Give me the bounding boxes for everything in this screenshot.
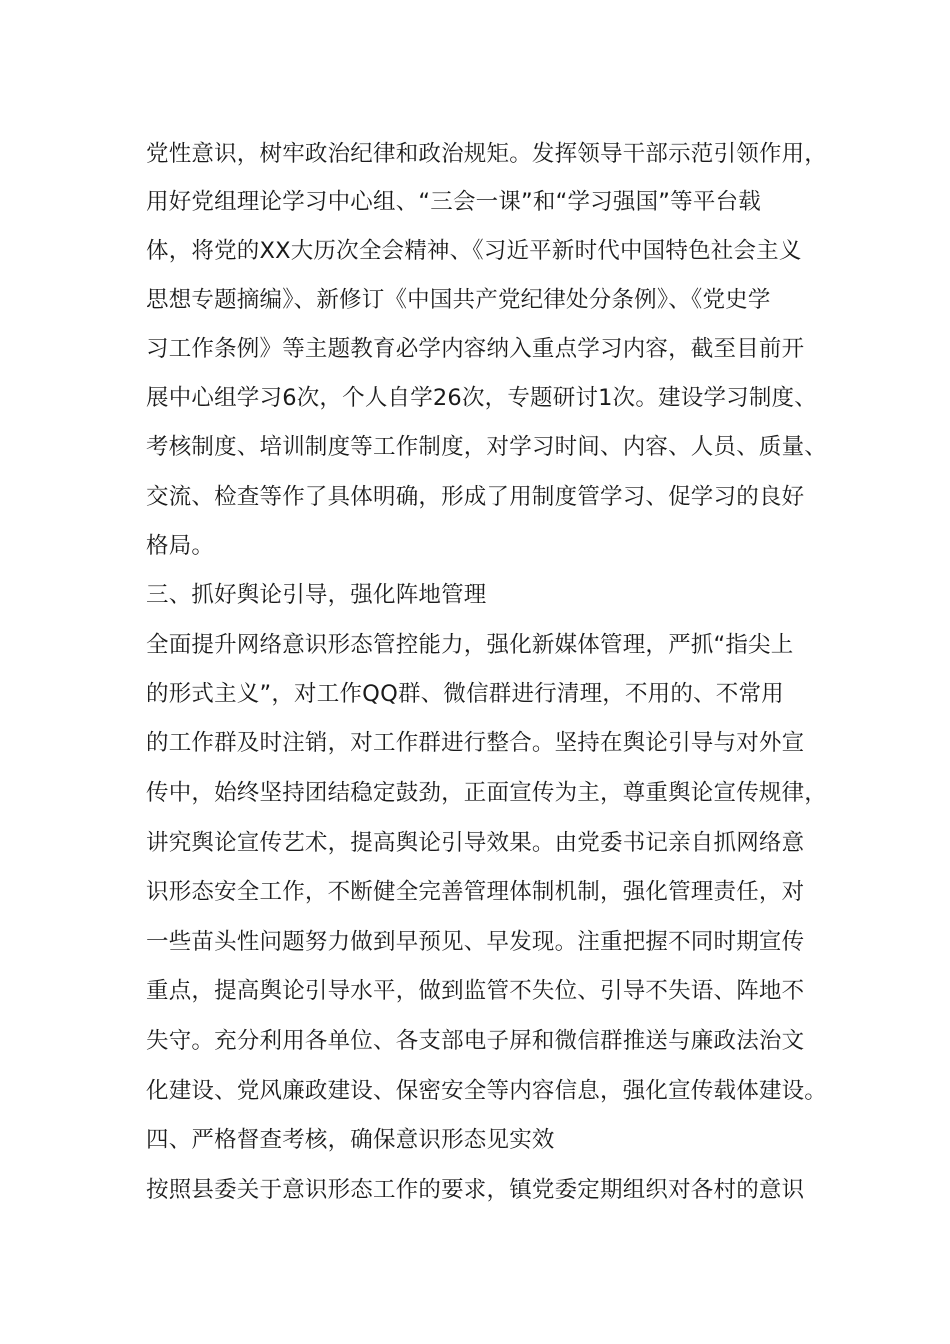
body-line: 思想专题摘编》、新修订《中国共产党纪律处分条例》、《党史学 <box>146 287 771 313</box>
body-line: 的形式主义”，对工作QQ群、微信群进行清理，不用的、不常用 <box>146 681 784 707</box>
body-line: 展中心组学习6次，个人自学26次，专题研讨1次。建设学习制度、 <box>146 385 817 411</box>
body-line: 的工作群及时注销，对工作群进行整合。坚持在舆论引导与对外宣 <box>146 730 805 756</box>
body-line: 化建设、党风廉政建设、保密安全等内容信息，强化宣传载体建设。 <box>146 1078 828 1104</box>
body-line: 传中，始终坚持团结稳定鼓劲，正面宣传为主，尊重舆论宣传规律， <box>146 780 828 806</box>
body-line: 交流、检查等作了具体明确，形成了用制度管学习、促学习的良好 <box>146 484 805 510</box>
body-line: 党性意识，树牢政治纪律和政治规矩。发挥领导干部示范引领作用， <box>146 141 828 167</box>
body-line: 重点，提高舆论引导水平，做到监管不失位、引导不失语、阵地不 <box>146 978 805 1004</box>
body-line: 用好党组理论学习中心组、“三会一课”和“学习强国”等平台载 <box>146 189 761 215</box>
body-line: 全面提升网络意识形态管控能力，强化新媒体管理，严抓“指尖上 <box>146 632 794 658</box>
body-line: 一些苗头性问题努力做到早预见、早发现。注重把握不同时期宣传 <box>146 929 805 955</box>
body-line: 格局。 <box>146 533 215 559</box>
body-line: 讲究舆论宣传艺术，提高舆论引导效果。由党委书记亲自抓网络意 <box>146 830 805 856</box>
section-heading: 四、严格督查考核，确保意识形态见实效 <box>146 1127 555 1153</box>
body-line: 习工作条例》等主题教育必学内容纳入重点学习内容，截至目前开 <box>146 336 805 362</box>
body-line: 按照县委关于意识形态工作的要求，镇党委定期组织对各村的意识 <box>146 1177 805 1203</box>
body-line: 体，将党的XX大历次全会精神、《习近平新时代中国特色社会主义 <box>146 238 802 264</box>
body-line: 失守。充分利用各单位、各支部电子屏和微信群推送与廉政法治文 <box>146 1028 805 1054</box>
section-heading: 三、抓好舆论引导，强化阵地管理 <box>146 582 487 608</box>
body-line: 识形态安全工作，不断健全完善管理体制机制，强化管理责任，对 <box>146 879 805 905</box>
body-line: 考核制度、培训制度等工作制度，对学习时间、内容、人员、质量、 <box>146 434 828 460</box>
